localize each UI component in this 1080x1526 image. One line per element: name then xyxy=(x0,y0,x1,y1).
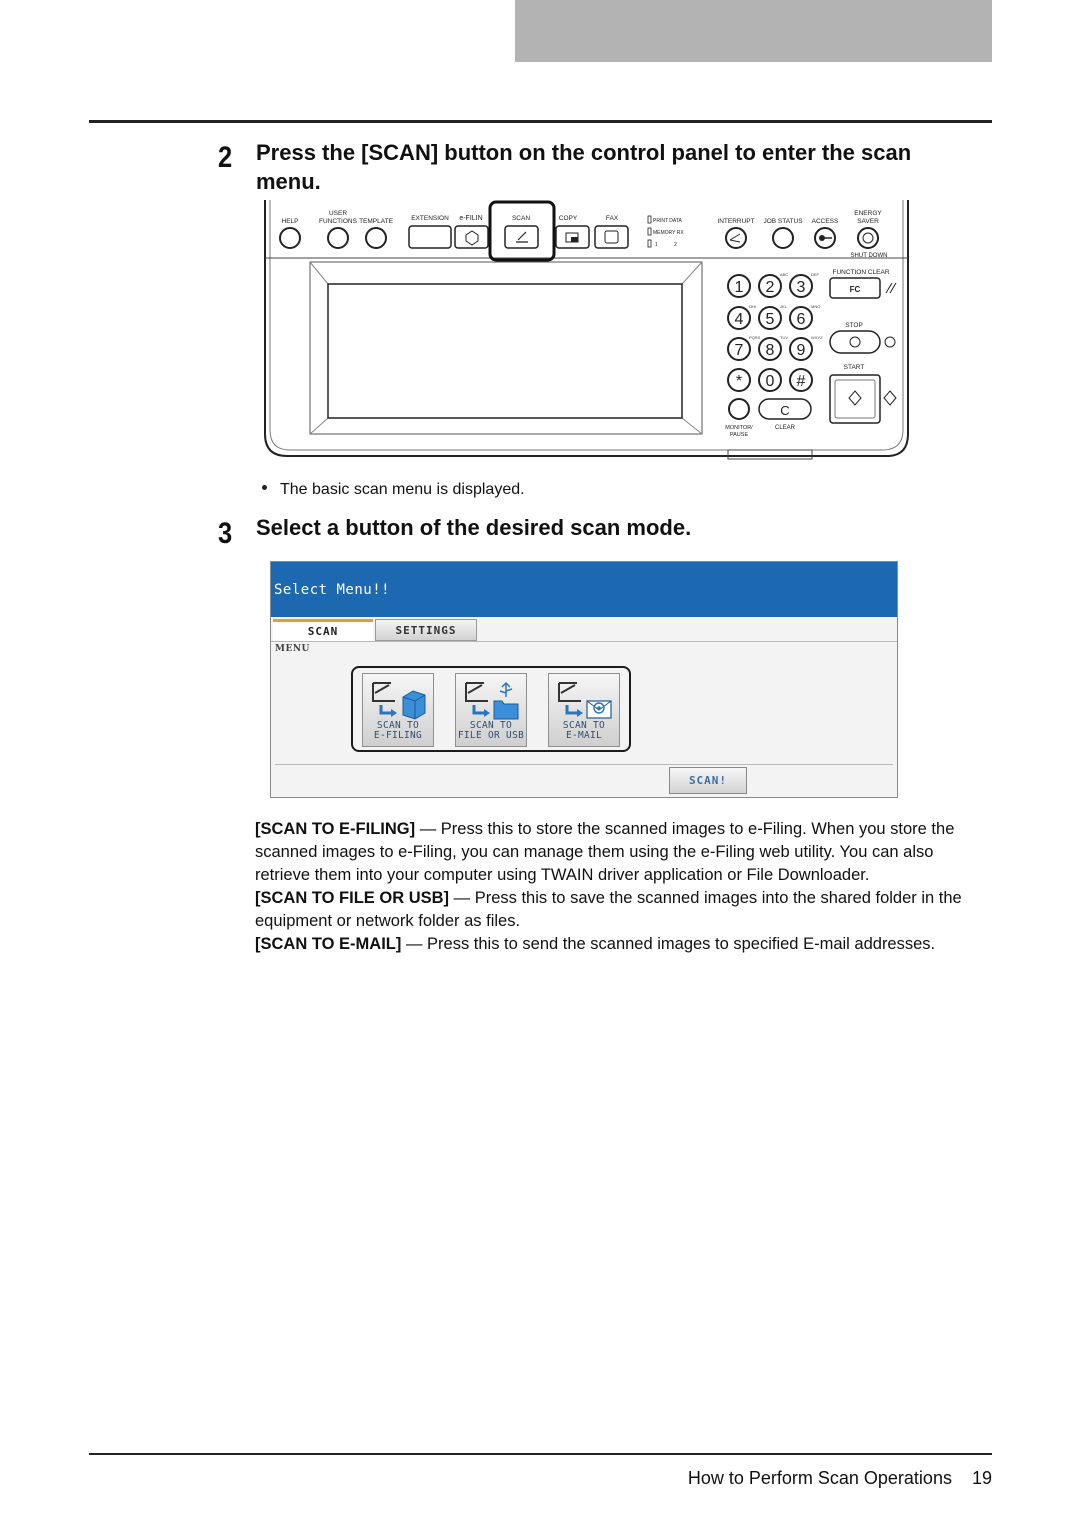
step-2-title-line2: menu. xyxy=(256,169,321,194)
keypad-letters-label: MNO xyxy=(811,304,821,309)
keypad-key-label: 0 xyxy=(765,373,775,390)
interrupt-label: INTERRUPT xyxy=(717,218,755,225)
bottom-rule xyxy=(89,1453,992,1455)
fc-label: FC xyxy=(849,285,861,294)
keypad-letters-label: JKL xyxy=(780,304,787,309)
line2-label: 2 xyxy=(674,242,677,248)
step-number-2: 2 xyxy=(218,141,233,174)
keypad-key-label: 3 xyxy=(796,279,806,296)
desc-efiling-term: [SCAN TO E-FILING] xyxy=(255,820,416,838)
keypad-letters-label: DEF xyxy=(811,272,819,277)
stop-label: STOP xyxy=(845,322,863,329)
scan-to-efiling-line1: SCAN TO xyxy=(376,720,420,731)
help-label: HELP xyxy=(281,218,299,225)
fax-label: FAX xyxy=(605,215,619,222)
keypad-letters-label: PQRS xyxy=(749,335,761,340)
mode-descriptions xyxy=(255,818,990,956)
keypad-key-label: 6 xyxy=(796,311,806,328)
keypad-letters-label: WXYZ xyxy=(811,335,823,340)
keypad-key-label: * xyxy=(735,373,743,390)
efiling-label: e-FILIN xyxy=(459,215,483,222)
step-2-title-line1: Press the [SCAN] button on the control panel to enter the scan xyxy=(256,140,912,165)
template-button xyxy=(366,228,386,248)
keypad-key-label: 5 xyxy=(765,311,775,328)
start-label: START xyxy=(843,364,865,371)
step-3-title: Select a button of the desired scan mode. xyxy=(256,515,692,540)
tab-divider xyxy=(271,641,897,642)
scan-to-efiling-button[interactable] xyxy=(362,673,434,747)
scan-to-file-or-usb-label xyxy=(456,721,526,741)
function-clear-label: FUNCTION CLEAR xyxy=(832,269,890,276)
job-status-label: JOB STATUS xyxy=(763,218,803,225)
scan-to-efiling-line2: E-FILING xyxy=(373,730,423,741)
fax-button xyxy=(595,226,628,248)
scan-label: SCAN xyxy=(511,215,531,222)
scan-to-file-or-usb-button[interactable] xyxy=(455,673,527,747)
desc-file-usb xyxy=(255,887,990,933)
scan-mode-button-group xyxy=(351,666,631,752)
keypad-key-label: 9 xyxy=(796,342,806,359)
scan-to-file-line2: FILE OR USB xyxy=(457,730,525,741)
interrupt-button xyxy=(726,228,746,248)
bullet-dot xyxy=(262,485,267,490)
tab-settings[interactable]: SETTINGS xyxy=(375,619,477,641)
line1-label: 1 xyxy=(655,242,658,248)
keypad-key-label: 2 xyxy=(765,279,775,296)
control-panel-illustration xyxy=(262,198,912,466)
page-number: 19 xyxy=(971,1468,992,1488)
scan-to-file-line1: SCAN TO xyxy=(469,720,513,731)
desc-email-term: [SCAN TO E-MAIL] xyxy=(255,935,402,953)
top-rule xyxy=(89,120,992,123)
keypad-letters-label: TUV xyxy=(780,335,788,340)
monitor-pause-button xyxy=(729,399,749,419)
desc-file-usb-text: — Press this to save the scanned images into the shared folder in the equipment or network folder as files. xyxy=(255,889,962,930)
desc-efiling xyxy=(255,818,990,887)
bullet-item xyxy=(262,480,525,500)
keypad-key-label: 4 xyxy=(734,311,744,328)
scan-to-email-line2: E-MAIL xyxy=(565,730,603,741)
scan-to-email-line1: SCAN TO xyxy=(562,720,606,731)
clear-icon: C xyxy=(780,403,790,418)
access-label: ACCESS xyxy=(811,218,839,225)
desc-email-text: — Press this to send the scanned images to specified E-mail addresses. xyxy=(401,935,936,953)
keypad-letters-label: ABC xyxy=(780,272,789,277)
keypad-key-label: 7 xyxy=(734,342,744,359)
scan-to-efiling-label xyxy=(363,721,433,741)
desc-efiling-text: — Press this to store the scanned images to e-Filing. When you store the scanned images to e-Filing, you can manage them using the e-Filing web utility. You can also retrieve them into your computer using TWAIN driver application or File Downloader. xyxy=(255,820,955,884)
menu-label: MENU xyxy=(275,644,310,654)
saver-label: SAVER xyxy=(857,218,879,225)
memory-rx-label: MEMORY RX xyxy=(653,230,684,236)
keypad-letters-label: GHI xyxy=(749,304,757,309)
shut-down-label: SHUT DOWN xyxy=(850,253,888,259)
user-label: USER xyxy=(328,210,348,217)
energy-label: ENERGY xyxy=(854,210,882,217)
stop-button xyxy=(830,331,880,353)
clear-label: CLEAR xyxy=(774,425,796,431)
pause-label: PAUSE xyxy=(729,432,749,438)
tab-scan[interactable]: SCAN xyxy=(273,619,373,641)
page-footer xyxy=(688,1468,992,1489)
header-bar xyxy=(515,0,992,62)
email-envelope-icon xyxy=(555,679,615,721)
keypad-key-label: # xyxy=(796,373,806,390)
touch-screen xyxy=(328,284,682,418)
footer-section-title: How to Perform Scan Operations xyxy=(687,1468,952,1488)
step-2-title xyxy=(256,138,911,196)
start-button xyxy=(830,375,880,423)
screen-title: Select Menu!! xyxy=(274,582,391,598)
print-data-label: PRINT DATA xyxy=(653,218,682,224)
scan-to-email-label xyxy=(549,721,619,741)
template-label: TEMPLATE xyxy=(359,218,393,225)
folder-usb-icon xyxy=(462,679,522,721)
user-functions-button xyxy=(328,228,348,248)
copy-label: COPY xyxy=(558,215,578,222)
extension-button xyxy=(409,226,451,248)
scan-start-button[interactable]: SCAN! xyxy=(669,767,747,794)
screen-divider xyxy=(275,764,893,765)
scan-menu-screen xyxy=(270,561,898,798)
functions-label: FUNCTIONS xyxy=(319,218,357,225)
job-status-button xyxy=(773,228,793,248)
keypad-key-label: 1 xyxy=(734,279,744,296)
desc-file-usb-term: [SCAN TO FILE OR USB] xyxy=(255,889,450,907)
energy-saver-button xyxy=(858,228,878,248)
monitor-label: MONITOR/ xyxy=(725,425,753,431)
extension-label: EXTENSION xyxy=(411,215,449,222)
keypad-key-label: 8 xyxy=(765,342,775,359)
keypad xyxy=(728,272,823,391)
desc-email xyxy=(255,933,990,956)
step-number-3: 3 xyxy=(218,517,233,550)
help-button xyxy=(280,228,300,248)
scan-to-email-button[interactable] xyxy=(548,673,620,747)
efiling-box-icon xyxy=(369,679,429,721)
bullet-text: The basic scan menu is displayed. xyxy=(280,481,525,498)
